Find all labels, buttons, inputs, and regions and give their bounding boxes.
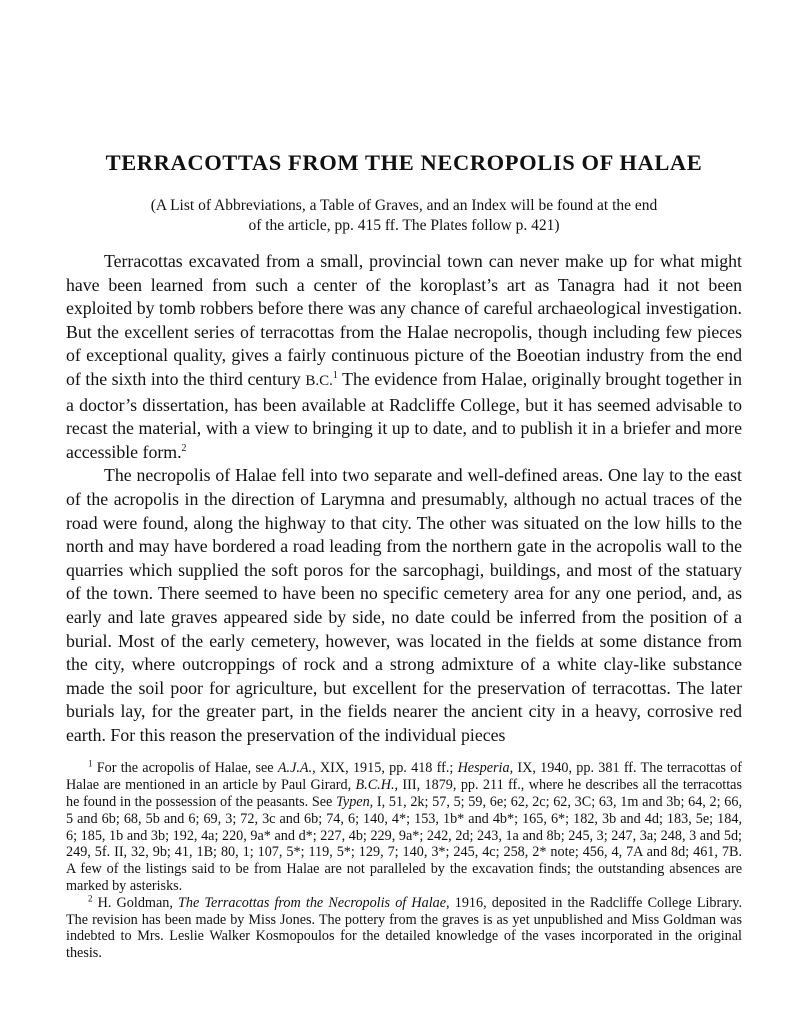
footnote-ref-1[interactable]: 1 (332, 370, 338, 382)
citation-typen: Typen, (336, 794, 374, 811)
article-title: TERRACOTTAS FROM THE NECROPOLIS OF HALAE (105, 150, 703, 175)
body-paragraph-2: The necropolis of Halae fell into two separate and well-defined areas. One lay to the east of the acropolis in the direction of Larymna and presumably, although no actual traces of the road were found, along the highway to that city. The other was situated on the low hills to the north and may have bordered a road leading from the northern gate in the acropolis wall to the quarries which supplied the soft poros for the sarcophagi, buildings, and most of the statuary of the town. There seemed to have been no specific cemetery area for any one period, and, as early and late graves appeared side by side, no date could be inferred from the position of a burial. Most of the early cemetery, however, was located in the fields at some distance from the city, where outcroppings of rock and a strong admixture of a white clay-like substance made the soil poor for agriculture, but excellent for the preservation of terracottas. The later burials lay, for the greater part, in the fields nearer the ancient city in a heavy, corrosive red earth. For this reason the preservation of the individual pieces (66, 465, 742, 745)
footnote-1-text: I, 51, 2k; 57, 5; 59, 6e; 62, 2c; 62, 3C; 63, 1m and 3b; 64, 2; 66, 5 and 6b; 68, 5b and 6; 69, 3; 72, 3c and 6b; 74, 6; 140, 4*; 153, 1b* and 4b*; 165, 6*; 182, 3b and 4d; 183, 5e; 184, 6; 185, 1b and 3b; 192, 4a; 220, 9a* and d*; 227, 4b; 229, 9a*; 242, 2d; 243, 1a and 8b; 245, 3; 247, 3a; 248, 3 and 5d; 249, 5f. II, 32, 9b; 41, 1B; 80, 1; 107, 5*; 119, 5*; 129, 7; 140, 3*; 245, 4c; 258, 2* note; 456, 4, 7A and 8d; 461, 7B. A few of the listings said to be from Halae are not paralleled by the excavation finds; the outstanding absences are marked by asterisks. (66, 794, 742, 895)
footnote-2-text: 1916, deposited in the Radcliffe College Library. The revision has been made by Miss Jones. The pottery from the graves is as yet unpublished and Miss Goldman was indebted to Mrs. Leslie Walker Kosmopoulos for the detailed knowledge of the vases incorporated in the original thesis. (66, 894, 742, 962)
bc-abbrev: B.C. (305, 372, 333, 389)
article-subtitle (66, 196, 742, 236)
citation-hesperia: Hesperia, (457, 760, 514, 777)
paragraph-1-text: Terracottas excavated from a small, provincial town can never make up for what might have been learned from such a center of the koroplast’s art as Tanagra had it not been exploited by tomb robbers before there was any chance of careful archaeological investigation. But the excellent series of terracottas from the Halae necropolis, though including few pieces of exceptional quality, gives a fairly continuous picture of the Boeotian industry from the end of the sixth into the third century (66, 251, 742, 389)
footnote-2 (66, 895, 742, 962)
citation-goldman-thesis: The Terracottas from the Necropolis of Halae, (178, 894, 450, 911)
footnote-1-text: XIX, 1915, pp. 418 ff.; (315, 760, 458, 777)
subtitle-line-2: of the article, pp. 415 ff. The Plates follow p. 421) (248, 217, 560, 234)
footnote-ref-2[interactable]: 2 (181, 442, 187, 454)
footnote-1 (66, 760, 742, 894)
citation-aja: A.J.A., (277, 760, 316, 777)
body-paragraph-1 (66, 250, 742, 464)
subtitle-line-1: (A List of Abbreviations, a Table of Graves, and an Index will be found at the end (150, 197, 658, 214)
footnote-1-text: For the acropolis of Halae, see (92, 760, 278, 777)
footnote-2-number: 2 (88, 893, 93, 904)
footnotes (66, 760, 742, 962)
footnote-1-text: III, 1879, pp. 211 ff., where he describes all the terracottas he found in the possession of the peasants. See (66, 777, 742, 811)
paragraph-1-text-continued: The evidence from Halae, originally brought together in a doctor’s dissertation, has been available at Radcliffe College, but it has seemed advisable to recast the material, with a view to bringing it up to date, and to publish it in a briefer and more accessible form. (66, 368, 742, 462)
footnote-1-text: IX, 1940, pp. 381 ff. The terracottas of Halae are mentioned in an article by Paul Girard, (66, 760, 743, 794)
article-page (66, 150, 742, 962)
footnote-1-number: 1 (88, 758, 93, 769)
citation-bch: B.C.H., (355, 777, 399, 794)
footnote-2-text: H. Goldman, (92, 894, 179, 911)
